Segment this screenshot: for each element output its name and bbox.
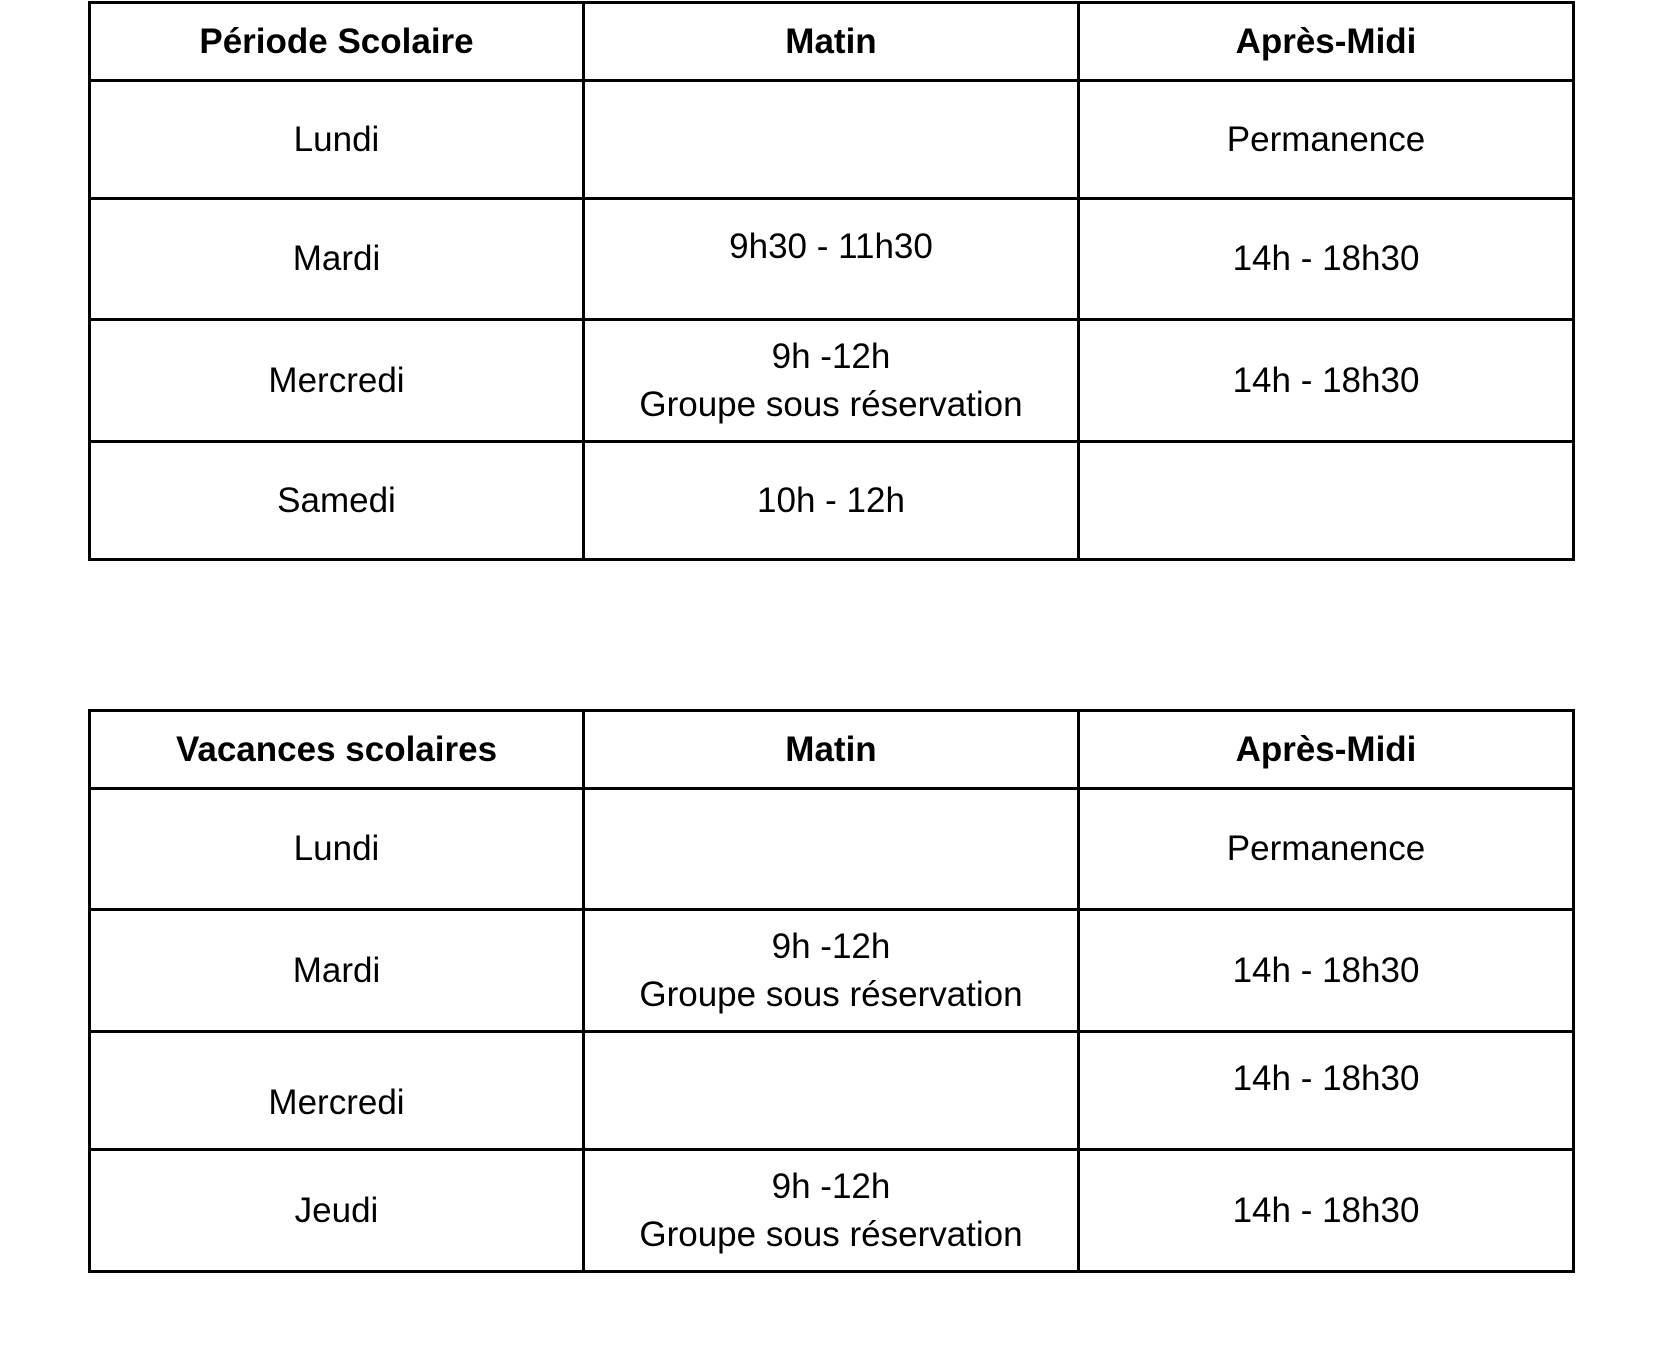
morning-cell [584, 1032, 1079, 1150]
day-cell: Jeudi [90, 1150, 584, 1272]
day-cell: Mercredi [90, 320, 584, 442]
afternoon-cell [1079, 199, 1574, 320]
header-period: Vacances scolaires [90, 711, 584, 789]
morning-cell [584, 81, 1079, 199]
morning-text: 9h -12h [771, 336, 891, 376]
morning-note: Groupe sous réservation [639, 1214, 1023, 1254]
table-row [90, 320, 1574, 442]
afternoon-text: 14h - 18h30 [1232, 1058, 1420, 1098]
morning-text: 9h -12h [771, 1166, 891, 1206]
afternoon-cell [1079, 442, 1574, 560]
morning-text: 9h30 - 11h30 [729, 227, 933, 266]
school-period-table [88, 1, 1575, 561]
afternoon-cell [1079, 1032, 1574, 1150]
morning-text: 10h - 12h [757, 480, 905, 520]
morning-cell [584, 442, 1079, 560]
day-cell: Mardi [90, 910, 584, 1032]
header-morning: Matin [584, 711, 1079, 789]
table-header-row [90, 3, 1574, 81]
morning-cell [584, 199, 1079, 320]
afternoon-cell [1079, 81, 1574, 199]
day-cell: Lundi [90, 81, 584, 199]
day-cell: Lundi [90, 789, 584, 910]
table-row [90, 199, 1574, 320]
afternoon-cell [1079, 1150, 1574, 1272]
morning-cell [584, 910, 1079, 1032]
school-holidays-table [88, 709, 1575, 1273]
morning-cell [584, 320, 1079, 442]
header-afternoon: Après-Midi [1079, 3, 1574, 81]
table-row [90, 1150, 1574, 1272]
day-cell [90, 1032, 584, 1150]
morning-note: Groupe sous réservation [639, 974, 1023, 1014]
afternoon-text: 14h - 18h30 [1232, 360, 1420, 400]
afternoon-cell [1079, 789, 1574, 910]
morning-cell [584, 789, 1079, 910]
table-header-row [90, 711, 1574, 789]
table-row [90, 910, 1574, 1032]
table-row [90, 442, 1574, 560]
header-afternoon: Après-Midi [1079, 711, 1574, 789]
table-row [90, 789, 1574, 910]
header-period: Période Scolaire [90, 3, 584, 81]
afternoon-text: Permanence [1226, 829, 1426, 868]
day-cell: Samedi [90, 442, 584, 560]
header-morning: Matin [584, 3, 1079, 81]
afternoon-text: Permanence [1226, 119, 1426, 159]
afternoon-cell [1079, 910, 1574, 1032]
afternoon-text: 14h - 18h30 [1232, 950, 1420, 990]
table-row [90, 81, 1574, 199]
day-cell: Mardi [90, 199, 584, 320]
day-text: Mercredi [268, 1082, 405, 1122]
morning-note: Groupe sous réservation [639, 384, 1023, 424]
table-row [90, 1032, 1574, 1150]
afternoon-text: 14h - 18h30 [1232, 1190, 1420, 1230]
afternoon-text: 14h - 18h30 [1232, 239, 1420, 278]
morning-cell [584, 1150, 1079, 1272]
morning-text: 9h -12h [771, 926, 891, 966]
afternoon-cell [1079, 320, 1574, 442]
